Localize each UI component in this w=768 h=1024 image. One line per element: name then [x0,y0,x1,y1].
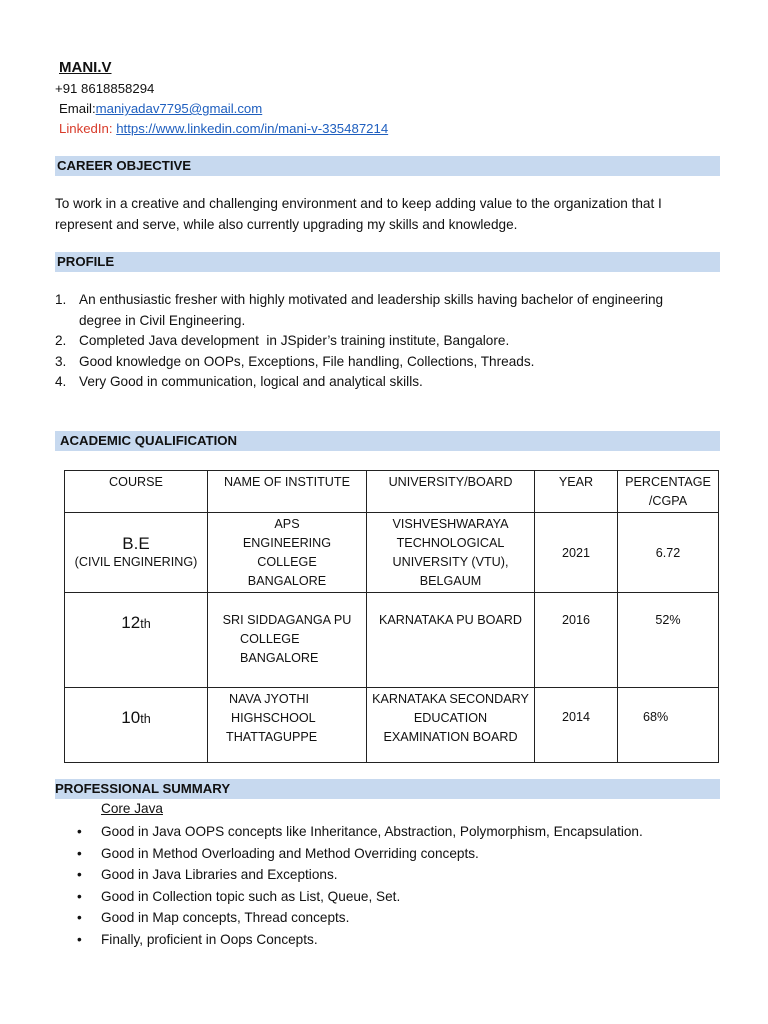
list-item-text: Good knowledge on OOPs, Exceptions, File handling, Collections, Threads. [79,353,535,369]
year-cell: 2016 [535,592,618,687]
institute-line: THATTAGUPPE [226,730,318,745]
list-item-text: degree in Civil Engineering. [79,312,246,328]
percentage-cell: 68% [618,687,719,762]
board-line: BELGAUM [419,574,482,589]
core-java-subheading: Core Java [101,801,163,816]
course-name: 10 [121,707,141,727]
phone-number: +91 8618858294 [55,81,155,96]
institute-line: HIGHSCHOOL [231,711,316,726]
course-name: B.E [122,533,150,553]
career-objective-line: To work in a creative and challenging environment and to keep adding value to the organization that I [55,196,662,211]
board-line: KARNATAKA SECONDARY [372,691,529,706]
list-item [55,372,723,393]
list-item-text: Good in Map concepts, Thread concepts. [101,910,350,925]
board-line: EXAMINATION BOARD [383,730,518,745]
board-cell [367,512,535,592]
list-item [75,907,643,929]
bullet-icon: • [77,845,82,861]
board-cell [367,687,535,762]
bullet-icon: • [77,888,82,904]
course-cell [65,687,208,762]
column-header: YEAR [535,471,618,513]
list-item-text: Good in Java Libraries and Exceptions. [101,867,338,882]
list-item [75,843,643,865]
list-item [75,821,643,843]
board-cell [367,592,535,687]
email-link[interactable]: maniyadav7795@gmail.com [95,101,263,116]
profile-list [55,290,723,393]
year-cell: 2014 [535,687,618,762]
list-item-text: Good in Method Overloading and Method Overriding concepts. [101,845,479,861]
course-cell [65,592,208,687]
course-detail: (CIVIL ENGINERING) [74,555,198,570]
institute-line: ENGINEERING [242,535,332,550]
list-number: 1. [55,292,67,307]
column-header: COURSE [65,471,208,513]
list-item [75,864,643,886]
year-cell: 2021 [535,512,618,592]
percentage-cell: 6.72 [618,512,719,592]
institute-line: APS [274,516,300,531]
course-suffix: th [140,616,151,631]
percentage-cell: 52% [618,592,719,687]
column-header: NAME OF INSTITUTE [208,471,367,513]
linkedin-row [59,121,388,136]
column-header [618,471,719,513]
list-item [55,352,723,373]
list-number: 2. [55,333,67,348]
academic-heading: ACADEMIC QUALIFICATION [60,433,238,448]
board-line: VISHVESHWARAYA [392,516,509,531]
board-line: TECHNOLOGICAL [396,535,505,550]
list-item-text: Good in Collection topic such as List, Queue, Set. [101,888,401,904]
institute-line: COLLEGE [257,555,317,570]
institute-line: BANGALORE [240,651,319,666]
linkedin-label: LinkedIn: [59,121,113,136]
career-objective-line: represent and serve, while also currently upgrading my skills and knowledge. [55,217,518,232]
list-item-text: Completed Java development in JSpider’s training institute, Bangalore. [79,333,510,348]
course-name: 12 [121,612,141,632]
academic-table [64,470,719,763]
list-item-text: Finally, proficient in Oops Concepts. [101,931,318,947]
list-item [55,331,723,352]
career-objective-text [55,193,723,235]
bullet-icon: • [77,824,82,839]
table-row [65,592,719,687]
list-item [75,929,643,951]
bullet-icon: • [77,867,82,882]
email-label: Email: [59,101,96,116]
bullet-icon: • [77,931,82,947]
board-line: UNIVERSITY (VTU), [392,555,509,570]
course-suffix: th [140,711,151,726]
table-row [65,687,719,762]
table-row [65,512,719,592]
institute-cell [208,512,367,592]
list-item-text: Very Good in communication, logical and analytical skills. [79,374,423,389]
column-header-line: /CGPA [648,494,688,509]
profile-heading-band [55,252,720,272]
career-objective-heading-band [55,156,720,176]
academic-heading-band [55,431,720,451]
column-header-line: PERCENTAGE [625,475,711,489]
list-item [55,290,723,331]
institute-line: COLLEGE [240,632,300,647]
list-item-text: An enthusiastic fresher with highly motivated and leadership skills having bachelor of engineering [79,292,664,307]
professional-summary-heading: PROFESSIONAL SUMMARY [55,781,231,796]
institute-line: SRI SIDDAGANGA PU [222,612,352,627]
board-line: EDUCATION [413,711,488,726]
column-header: UNIVERSITY/BOARD [367,471,535,513]
linkedin-link[interactable]: https://www.linkedin.com/in/mani-v-335487214 [116,121,389,136]
candidate-name: MANI.V [59,59,112,76]
summary-list [75,821,643,950]
profile-heading: PROFILE [57,254,115,269]
table-header-row [65,471,719,513]
list-item-text: Good in Java OOPS concepts like Inheritance, Abstraction, Polymorphism, Encapsulation. [101,824,643,839]
course-cell [65,512,208,592]
list-number: 3. [55,353,67,369]
institute-cell [208,687,367,762]
institute-cell [208,592,367,687]
institute-line: BANGALORE [247,574,327,589]
email-row [59,101,262,116]
list-number: 4. [55,374,67,389]
professional-summary-heading-band [55,779,720,799]
board-line: KARNATAKA PU BOARD [379,612,522,627]
bullet-icon: • [77,910,82,925]
institute-line: NAVA JYOTHI [229,691,310,706]
career-objective-heading: CAREER OBJECTIVE [57,158,192,173]
list-item [75,886,643,908]
